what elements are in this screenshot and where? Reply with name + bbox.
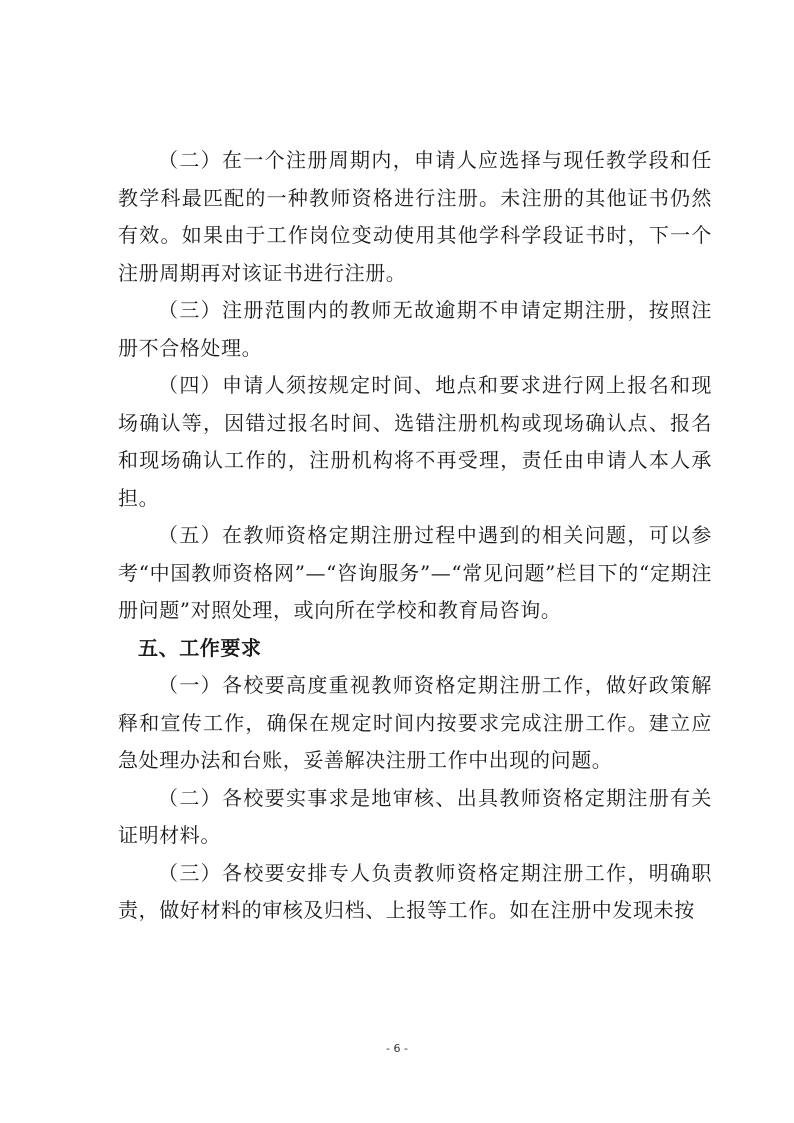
section-heading-work-requirements: 五、工作要求 (138, 635, 262, 660)
requirement-item-1: （一）各校要高度重视教师资格定期注册工作，做好政策解释和宣传工作，确保在规定时间内按要求完成注册工作。建立应急处理办法和台账，妥善解决注册工作中出现的问题。 (118, 673, 712, 772)
page-number: - 6 - (386, 1042, 408, 1055)
paragraph-item-4: （四）申请人须按规定时间、地点和要求进行网上报名和现场确认等，因错过报名时间、选错注册机构或现场确认点、报名和现场确认工作的，注册机构将不再受理，责任由申请人本人承担。 (118, 373, 712, 510)
document-body (118, 142, 712, 930)
requirement-item-3: （三）各校要安排专人负责教师资格定期注册工作，明确职责，做好材料的审核及归档、上报等工作。如在注册中发现未按 (118, 860, 712, 922)
paragraph-item-2: （二）在一个注册周期内，申请人应选择与现任教学段和任教学科最匹配的一种教师资格进行注册。未注册的其他证书仍然有效。如果由于工作岗位变动使用其他学科学段证书时，下一个注册周期再对该证书进行注册。 (118, 148, 712, 285)
paragraph-item-5: （五）在教师资格定期注册过程中遇到的相关问题，可以参考“中国教师资格网”—“咨询服务”—“常见问题”栏目下的“定期注册问题”对照处理，或向所在学校和教育局咨询。 (118, 523, 712, 622)
requirement-item-2: （二）各校要实事求是地审核、出具教师资格定期注册有关证明材料。 (118, 785, 712, 847)
paragraph-item-3: （三）注册范围内的教师无故逾期不申请定期注册，按照注册不合格处理。 (118, 298, 712, 360)
